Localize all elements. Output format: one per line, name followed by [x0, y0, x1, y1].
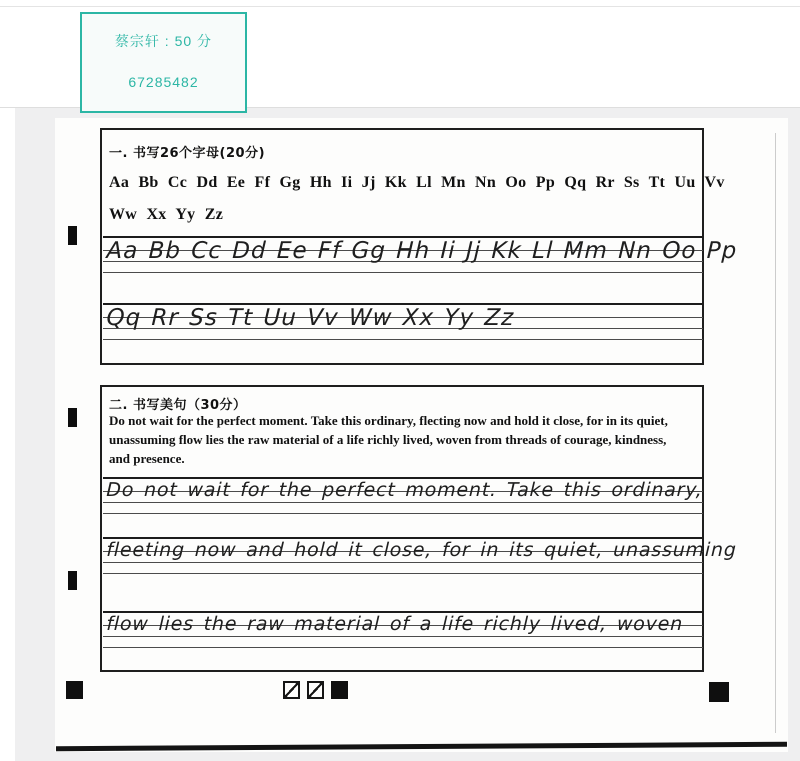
scan-page-edge: [56, 742, 787, 751]
section2-printed-line2: unassuming flow lies the raw material of a life richly lived, woven from threads of courage, kindness,: [109, 432, 667, 447]
score-badge[interactable]: [80, 12, 247, 113]
handwritten-sentence-line2: fleeting now and hold it close, for in its quiet, unassuming: [106, 539, 738, 561]
registration-mark-icon: [68, 571, 77, 590]
handwritten-sentence-line1: Do not wait for the perfect moment. Take this ordinary,: [106, 479, 704, 501]
handwritten-alphabet-line2: Qq Rr Ss Tt Uu Vv Ww Xx Yy Zz: [106, 305, 515, 331]
diagonal-square-marker-icon: [307, 681, 324, 699]
handwritten-sentence-line3: flow lies the raw material of a life richly lived, woven: [106, 613, 684, 635]
scan-fold-line: [775, 133, 776, 733]
student-id-label: 67285482: [128, 74, 199, 90]
header-strip: [0, 7, 800, 108]
section2-box: [100, 385, 738, 672]
section1-printed-alphabet-line2: Ww Xx Yy Zz: [109, 206, 224, 223]
scanned-worksheet: [55, 118, 788, 752]
handwritten-alphabet-line1: Aa Bb Cc Dd Ee Ff Gg Hh Ii Jj Kk Ll Mm Nn Oo Pp: [106, 238, 738, 264]
student-score-label: 蔡宗轩 : 50 分: [114, 33, 213, 49]
section2-printed-line1: Do not wait for the perfect moment. Take this ordinary, flecting now and hold it close, for in its quiet,: [109, 413, 668, 428]
corner-square-marker-icon: [66, 681, 83, 699]
section2-printed-line3: and presence.: [109, 451, 185, 466]
section1-heading: 一. 书写26个字母(20分): [109, 146, 266, 161]
registration-mark-icon: [68, 226, 77, 245]
solid-square-marker-icon: [331, 681, 348, 699]
section1-box: [100, 128, 738, 365]
diagonal-square-marker-icon: [283, 681, 300, 699]
section2-heading: 二. 书写美句（30分）: [109, 398, 247, 413]
registration-mark-icon: [68, 408, 77, 427]
scan-viewer-area: [15, 108, 800, 761]
corner-square-marker-icon: [709, 682, 729, 702]
section1-printed-alphabet-line1: Aa Bb Cc Dd Ee Ff Gg Hh Ii Jj Kk Ll Mn Nn Oo Pp Qq Rr Ss Tt Uu Vv: [109, 174, 725, 191]
